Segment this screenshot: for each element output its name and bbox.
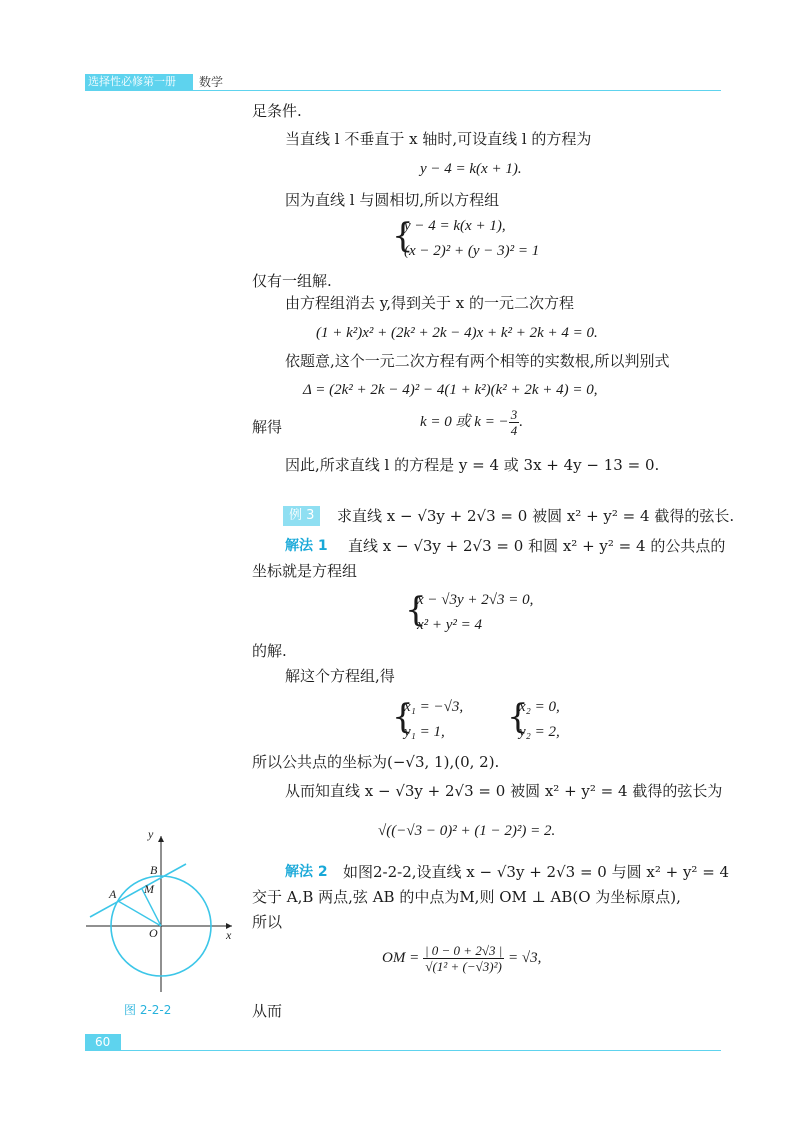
equation [420, 407, 523, 438]
system-brace: { [405, 590, 427, 630]
equation: (1 + k²)x² + (2k² + 2k − 4)x + k² + 2k + 4 = 0. [316, 325, 598, 341]
y-label: y [148, 827, 154, 841]
equation-part: OM = [382, 949, 420, 966]
text-line: 从而 [252, 1002, 283, 1020]
figure-diagram [84, 826, 244, 996]
header-subject: 数学 [199, 75, 224, 89]
text-line: 仅有一组解. [252, 272, 332, 290]
fraction-numerator: | 0 − 0 + 2√3 | [424, 943, 503, 958]
fraction-denominator: 4 [510, 423, 518, 438]
equation [382, 943, 541, 974]
system-eq: y − 4 = k(x + 1), [404, 218, 506, 234]
text-line: 当直线 l 不垂直于 x 轴时,可设直线 l 的方程为 [285, 130, 592, 148]
system-eq: x₁ = −√3, [404, 699, 464, 715]
x-label: x [226, 928, 232, 942]
system-brace: { [392, 697, 414, 737]
system-eq: (x − 2)² + (y − 3)² = 1 [404, 243, 540, 259]
fraction-denominator: √(1² + (−√3)²) [425, 959, 502, 974]
text-line: 解这个方程组,得 [285, 667, 395, 685]
fraction [509, 407, 520, 438]
system-eq: x₂ = 0, [519, 699, 560, 715]
solution-heading: 解法 2 [285, 864, 328, 880]
text-line: 依题意,这个一元二次方程有两个相等的实数根,所以判别式 [285, 352, 670, 370]
equation-part: k = 0 或 k = − [420, 413, 509, 430]
y-axis-arrow-icon [158, 836, 164, 842]
text-line: 解得 [252, 418, 283, 436]
footer-rule [121, 1050, 721, 1051]
system-eq: x − √3y + 2√3 = 0, [417, 592, 534, 608]
text-line: 所以 [252, 913, 283, 931]
system-eq: y₂ = 2, [519, 724, 560, 740]
system-eq: y₁ = 1, [404, 724, 445, 740]
equation-part: . [519, 413, 523, 430]
header-badge: 选择性必修第一册 [85, 74, 193, 90]
page-number: 60 [85, 1034, 121, 1051]
solution-heading: 解法 1 [285, 538, 328, 554]
equation: Δ = (2k² + 2k − 4)² − 4(1 + k²)(k² + 2k + 4) = 0, [303, 382, 598, 398]
fraction-numerator: 3 [510, 407, 518, 422]
text-line: 坐标就是方程组 [252, 562, 358, 580]
text-line: 由方程组消去 y,得到关于 x 的一元二次方程 [285, 294, 575, 312]
text-line: 足条件. [252, 102, 302, 120]
figure-caption: 图 2-2-2 [124, 1003, 172, 1017]
system-brace: { [507, 697, 529, 737]
text-line: 直线 x − √3y + 2√3 = 0 和圆 x² + y² = 4 的公共点的 [348, 537, 726, 555]
text-line: 从而知直线 x − √3y + 2√3 = 0 被圆 x² + y² = 4 截得的弦长为 [285, 782, 723, 800]
text-line: 因此,所求直线 l 的方程是 y = 4 或 3x + 4y − 13 = 0. [285, 456, 660, 474]
example-tag: 例 3 [283, 506, 320, 526]
equation-part: = √3, [508, 949, 542, 966]
origin-label: O [149, 926, 158, 940]
system-brace: { [392, 216, 414, 256]
equation: y − 4 = k(x + 1). [420, 161, 522, 177]
text-line: 交于 A,B 两点,弦 AB 的中点为M,则 OM ⊥ AB(O 为坐标原点), [252, 888, 681, 906]
text-line: 的解. [252, 642, 287, 660]
text-line: 因为直线 l 与圆相切,所以方程组 [285, 191, 500, 209]
header-rule [85, 90, 721, 91]
fraction [423, 943, 504, 974]
point-b-label: B [150, 863, 158, 877]
secant-line [90, 864, 186, 917]
system-eq: x² + y² = 4 [417, 617, 483, 633]
text-line: 所以公共点的坐标为(−√3, 1),(0, 2). [252, 753, 500, 771]
text-line: 如图2-2-2,设直线 x − √3y + 2√3 = 0 与圆 x² + y² = 4 [343, 863, 730, 881]
point-m-label: M [144, 882, 154, 896]
equation: √((−√3 − 0)² + (1 − 2)²) = 2. [378, 823, 556, 839]
example-text: 求直线 x − √3y + 2√3 = 0 被圆 x² + y² = 4 截得的弦长. [337, 507, 735, 525]
point-a-label: A [109, 887, 117, 901]
